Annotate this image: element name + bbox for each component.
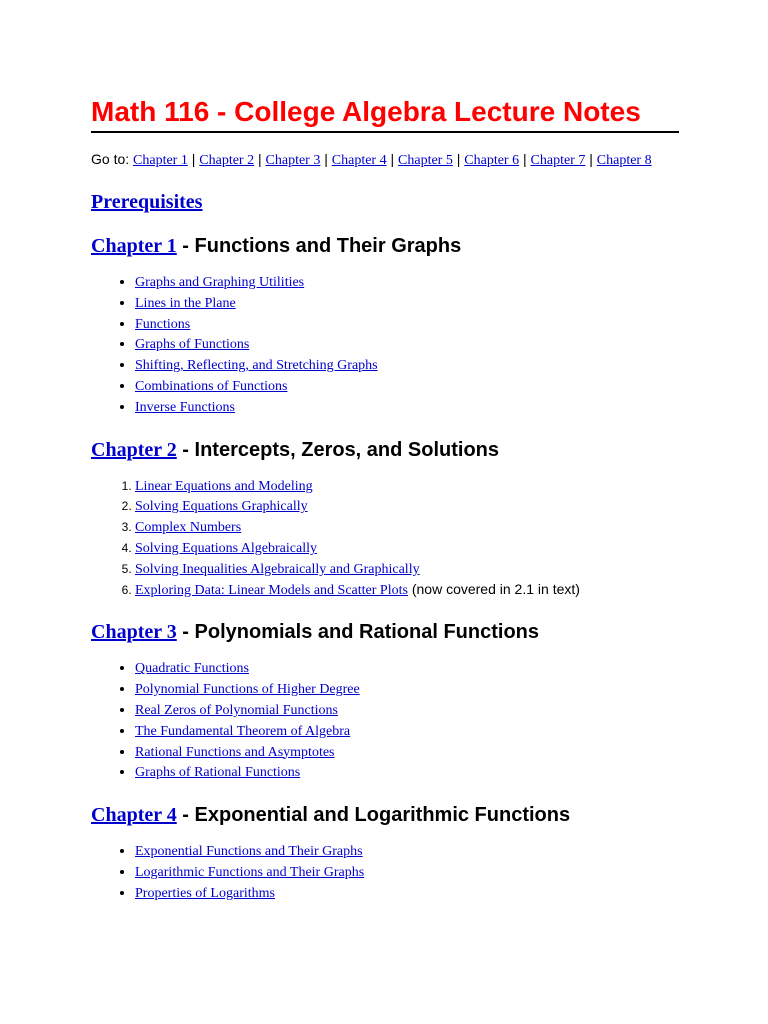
topic-link[interactable]: Logarithmic Functions and Their Graphs	[135, 864, 365, 880]
topic-list	[91, 658, 679, 783]
chapter-nav	[91, 150, 679, 170]
chapter-title: - Polynomials and Rational Functions	[176, 621, 540, 644]
goto-chapter-link[interactable]: Chapter 6	[464, 153, 520, 168]
list-item	[135, 883, 679, 904]
topic-link[interactable]: Shifting, Reflecting, and Stretching Graphs	[135, 358, 378, 374]
list-item	[135, 580, 679, 601]
goto-chapter-link[interactable]: Chapter 8	[596, 153, 652, 168]
goto-chapter-link[interactable]: Chapter 4	[331, 153, 387, 168]
topic-link[interactable]: Functions	[135, 316, 191, 332]
topic-link[interactable]: Lines in the Plane	[135, 295, 236, 311]
chapter-section	[91, 803, 679, 903]
topic-link[interactable]: The Fundamental Theorem of Algebra	[135, 723, 351, 739]
list-item	[135, 559, 679, 580]
list-item	[135, 397, 679, 418]
topic-link[interactable]: Graphs of Rational Functions	[135, 765, 301, 781]
list-item	[135, 700, 679, 721]
chapter-heading	[91, 803, 679, 827]
topic-link[interactable]: Inverse Functions	[135, 399, 235, 415]
prerequisites-link[interactable]: Prerequisites	[91, 191, 203, 213]
chapter-title: - Exponential and Logarithmic Functions	[176, 804, 571, 827]
chapter-section	[91, 438, 679, 601]
list-item	[135, 658, 679, 679]
chapter-section	[91, 234, 679, 418]
list-item	[135, 517, 679, 538]
chapter-title: - Intercepts, Zeros, and Solutions	[176, 438, 500, 461]
goto-chapter-link[interactable]: Chapter 2	[199, 153, 255, 168]
list-item	[135, 679, 679, 700]
goto-links	[133, 151, 652, 167]
separator: |	[320, 151, 332, 167]
topic-link[interactable]: Linear Equations and Modeling	[135, 478, 313, 494]
list-item	[135, 355, 679, 376]
topic-link[interactable]: Exploring Data: Linear Models and Scatter Plots	[135, 582, 408, 598]
goto-label: Go to:	[91, 151, 130, 167]
page-title: Math 116 - College Algebra Lecture Notes	[91, 95, 679, 133]
list-item	[135, 334, 679, 355]
topic-list	[91, 841, 679, 903]
chapter-heading-link[interactable]: Chapter 3	[91, 621, 177, 644]
topic-link[interactable]: Properties of Logarithms	[135, 885, 275, 901]
topic-list	[91, 476, 679, 601]
chapter-heading-link[interactable]: Chapter 1	[91, 235, 177, 257]
topic-note: (now covered in 2.1 in text)	[407, 580, 580, 597]
list-item	[135, 476, 679, 497]
chapter-heading	[91, 620, 679, 644]
topic-link[interactable]: Exponential Functions and Their Graphs	[135, 844, 363, 860]
goto-chapter-link[interactable]: Chapter 7	[530, 153, 586, 168]
goto-chapter-link[interactable]: Chapter 3	[265, 153, 321, 168]
separator: |	[386, 151, 399, 167]
topic-link[interactable]: Graphs of Functions	[135, 337, 250, 353]
document-page	[91, 95, 679, 904]
list-item	[135, 496, 679, 517]
separator: |	[585, 151, 597, 167]
separator: |	[254, 151, 266, 167]
topic-link[interactable]: Solving Equations Graphically	[135, 499, 308, 515]
topic-link[interactable]: Solving Inequalities Algebraically and Graphically	[135, 561, 420, 577]
separator: |	[452, 151, 465, 167]
chapter-heading-link[interactable]: Chapter 4	[91, 804, 177, 827]
list-item	[135, 293, 679, 314]
list-item	[135, 841, 679, 862]
separator: |	[519, 151, 531, 167]
goto-chapter-link[interactable]: Chapter 5	[398, 153, 453, 168]
separator: |	[187, 151, 200, 167]
chapter-heading	[91, 438, 679, 462]
topic-link[interactable]: Solving Equations Algebraically	[135, 540, 317, 556]
list-item	[135, 742, 679, 763]
topic-link[interactable]: Polynomial Functions of Higher Degree	[135, 682, 360, 698]
goto-chapter-link[interactable]: Chapter 1	[133, 153, 188, 168]
chapter-title: - Functions and Their Graphs	[176, 235, 462, 257]
topic-link[interactable]: Quadratic Functions	[135, 661, 249, 677]
chapter-heading-link[interactable]: Chapter 2	[91, 438, 177, 461]
list-item	[135, 762, 679, 783]
topic-link[interactable]: Real Zeros of Polynomial Functions	[135, 702, 338, 718]
topic-link[interactable]: Combinations of Functions	[135, 378, 288, 394]
topic-link[interactable]: Complex Numbers	[135, 520, 242, 536]
topic-link[interactable]: Graphs and Graphing Utilities	[135, 275, 305, 290]
topic-list	[91, 272, 679, 418]
list-item	[135, 376, 679, 397]
topic-link[interactable]: Rational Functions and Asymptotes	[135, 744, 335, 760]
chapter-sections	[91, 234, 679, 904]
list-item	[135, 314, 679, 335]
chapter-heading	[91, 234, 679, 258]
chapter-section	[91, 620, 679, 783]
list-item	[135, 721, 679, 742]
list-item	[135, 272, 679, 293]
list-item	[135, 862, 679, 883]
list-item	[135, 538, 679, 559]
